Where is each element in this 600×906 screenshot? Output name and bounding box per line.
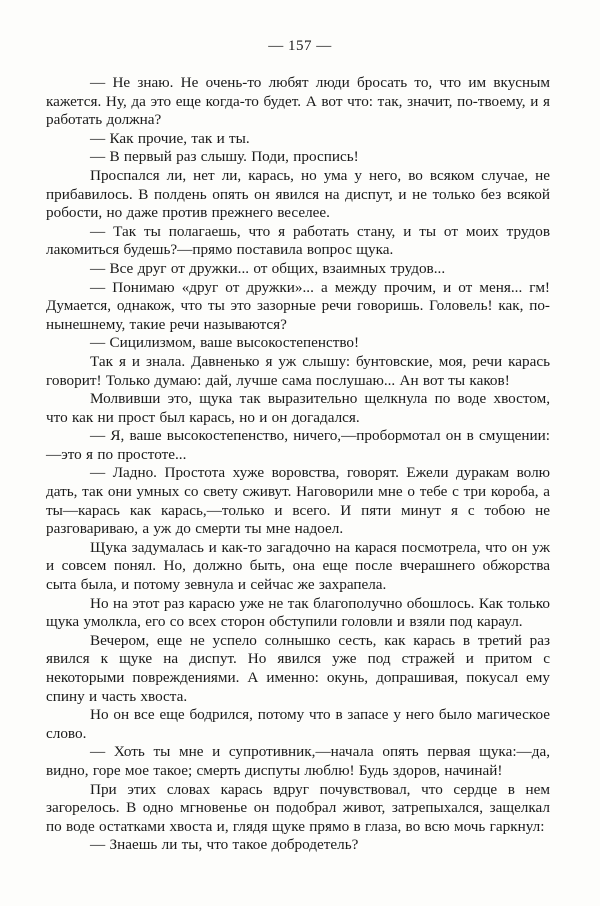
paragraph-7: — Понимаю «друг от дружки»... а между прочим, и от меня... гм! Думается, однакож, что ты это зазорные речи говоришь. Головель! как, по-нынешнему, такие речи называются? [46, 278, 550, 333]
paragraph-15: Вечером, еще не успело солнышко сесть, как карась в третий раз явился к щуке на диспут. Но явился уже под стражей и притом с некоторыми повреждениями. А именно: окунь, допрашивая, покусал ему спину и часть хвоста. [46, 631, 550, 705]
page-number: — 157 — [268, 38, 332, 54]
paragraph-9: Так я и знала. Давненько я уж слышу: бунтовские, моя, речи карась говорит! Только думаю: дай, лучше сама послушаю... Ан вот ты каков! [46, 352, 550, 389]
paragraph-12: — Ладно. Простота хуже воровства, говорят. Ежели дуракам волю дать, так они умных со свету сживут. Наговорили мне о тебе с три короба, а ты—карась как карась,—только и всего. И пяти минут я с тобою не разговариваю, а уж до смерти ты мне надоел. [46, 464, 550, 538]
paragraph-18: При этих словах карась вдруг почувствовал, что сердце в нем загорелось. В одно мгновенье он подобрал живот, затрепыхался, защелкал по воде остатками хвоста и, глядя щуке прямо в глаза, во всю мочь гаркнул: [46, 780, 550, 835]
paragraph-5: — Так ты полагаешь, что я работать стану, и ты от моих трудов лакомиться будешь?—прямо поставила вопрос щука. [46, 222, 550, 259]
paragraph-10: Молвивши это, щука так выразительно щелкнула по воде хвостом, что как ни прост был карась, но и он догадался. [46, 390, 550, 426]
paragraph-17: — Хоть ты мне и супротивник,—начала опять первая щука:—да, видно, горе мое такое; смерть диспуты люблю! Будь здоров, начинай! [46, 743, 550, 779]
paragraph-2: — Как прочие, так и ты. [90, 129, 250, 147]
paragraph-4: Проспался ли, нет ли, карась, но ума у него, во всяком случае, не прибавилось. В полдень опять он явился на диспут, и не только без всякой робости, но даже против прежнего веселее. [46, 166, 550, 222]
paragraph-13: Щука задумалась и как-то загадочно на карася посмотрела, что он уж и совсем понял. Но, должно быть, она еще после вчерашнего обжорства сыта была, и потому зевнула и сейчас же захрапела. [46, 538, 550, 594]
paragraph-6: — Все друг от дружки... от общих, взаимных трудов... [90, 259, 446, 277]
paragraph-14: Но на этот раз карасю уже не так благополучно обошлось. Как только щука умолкла, его со всех сторон обступили головли и взяли под караул. [46, 594, 550, 631]
page-text [46, 74, 550, 855]
paragraph-16: Но он все еще бодрился, потому что в запасе у него было магическое слово. [46, 706, 550, 742]
paragraph-3: — В первый раз слышу. Поди, проспись! [90, 148, 359, 166]
paragraph-11: — Я, ваше высокостепенство, ничего,—пробормотал он в смущении:—это я по простоте... [46, 427, 550, 463]
paragraph-1: — Не знаю. Не очень-то любят люди бросать то, что им вкусным кажется. Ну, да это еще когда-то будет. А вот что: так, значит, по-твоему, и я работать должна? [46, 74, 550, 129]
paragraph-19: — Знаешь ли ты, что такое добродетель? [90, 836, 359, 854]
paragraph-8: — Сицилизмом, ваше высокостепенство! [90, 334, 360, 352]
